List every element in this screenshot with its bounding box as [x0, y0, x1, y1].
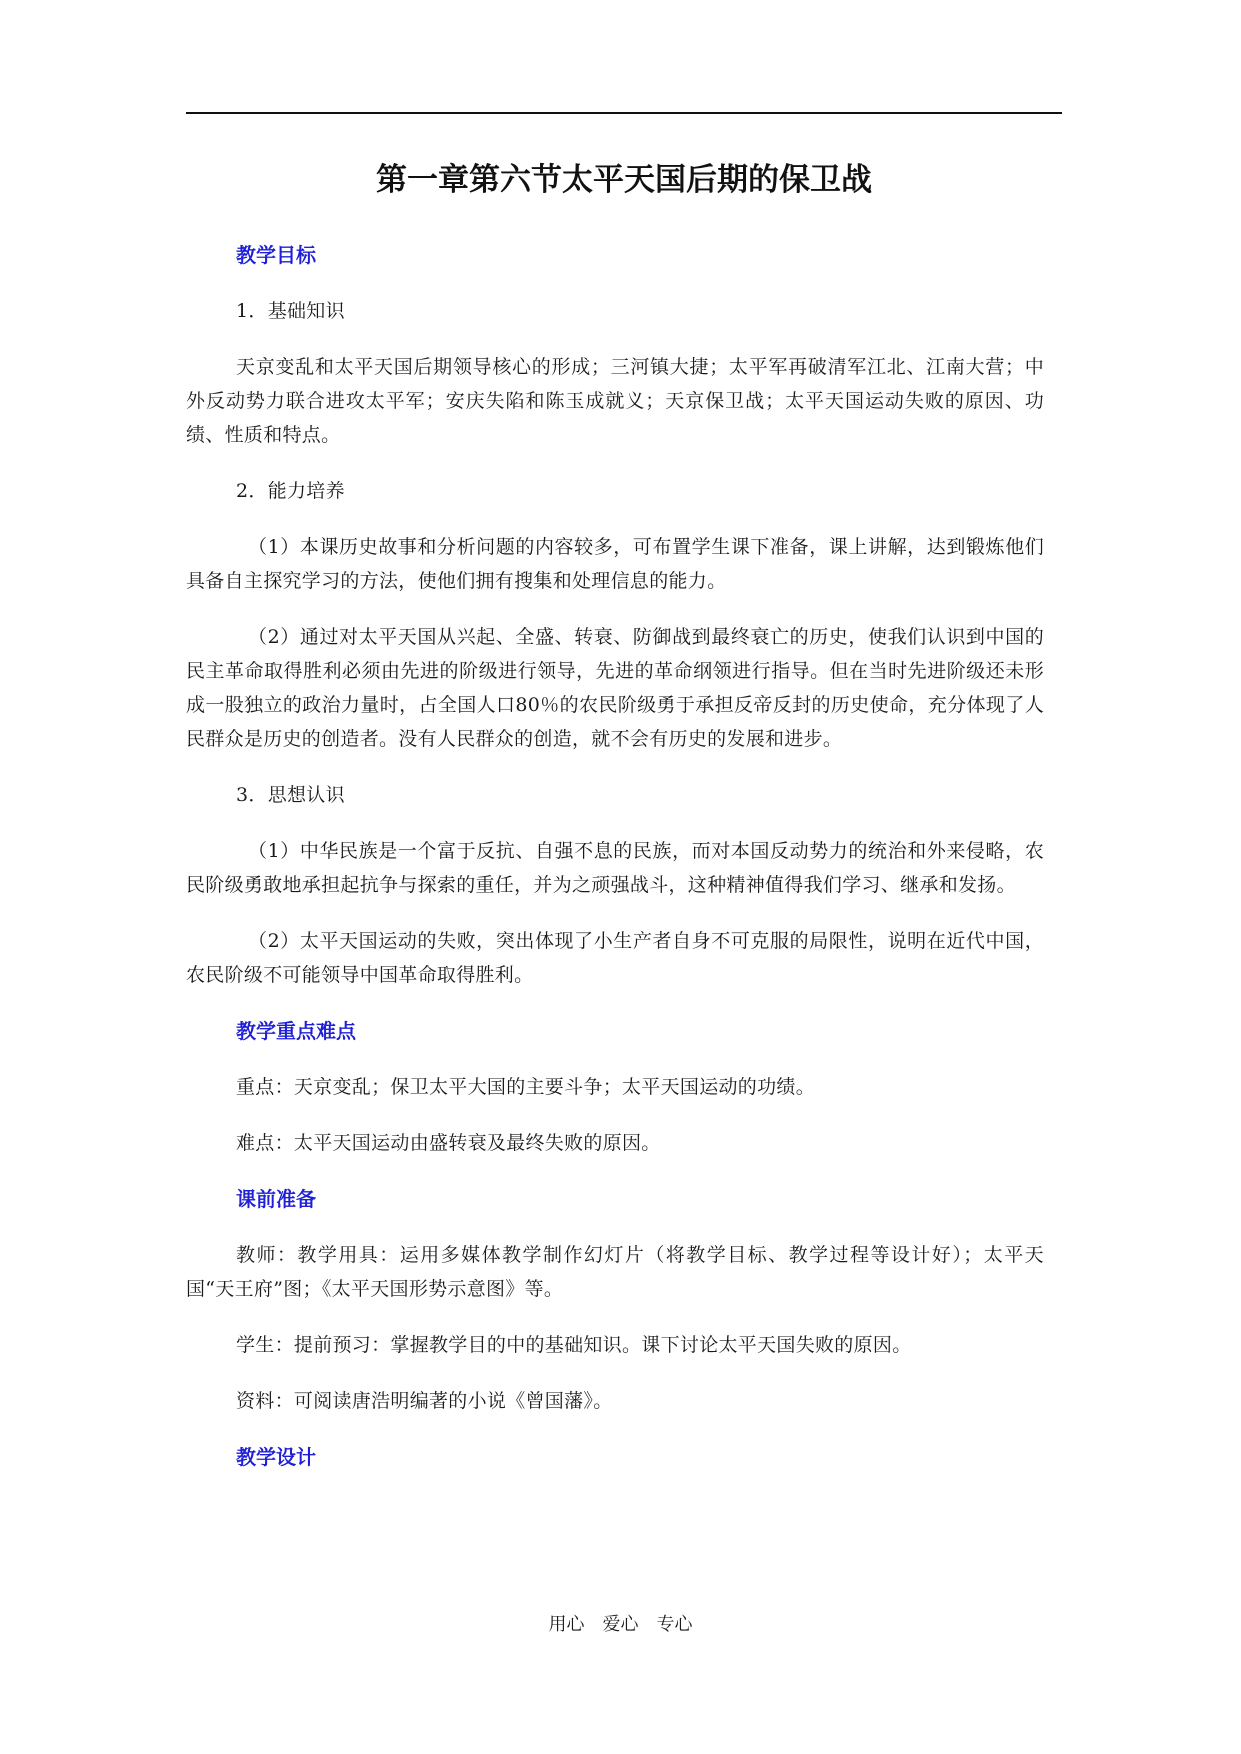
ability-paragraph-1: （1）本课历史故事和分析问题的内容较多，可布置学生课下准备，课上讲解，达到锻炼他们具备自主探究学习的方法，使他们拥有搜集和处理信息的能力。 [186, 536, 1044, 592]
section-heading-objectives: 教学目标 [236, 243, 316, 267]
section-heading-design: 教学设计 [236, 1445, 316, 1469]
objective-item-basic-knowledge: 1．基础知识 [236, 300, 345, 322]
materials-paragraph: 资料：可阅读唐浩明编著的小说《曾国藩》。 [236, 1390, 613, 1412]
objective-item-ideology: 3．思想认识 [236, 784, 345, 806]
key-point-paragraph: 重点：天京变乱；保卫太平大国的主要斗争；太平天国运动的功绩。 [236, 1076, 816, 1098]
ideology-paragraph-2: （2）太平天国运动的失败，突出体现了小生产者自身不可克服的局限性，说明在近代中国，农民阶级不可能领导中国革命取得胜利。 [186, 930, 1044, 986]
teacher-preparation-paragraph: 教师：教学用具：运用多媒体教学制作幻灯片（将教学目标、教学过程等设计好）；太平天国“天王府”图；《太平天国形势示意图》等。 [186, 1244, 1044, 1300]
difficulty-paragraph: 难点：太平天国运动由盛转衰及最终失败的原因。 [236, 1132, 661, 1154]
page-footer: 用心 爱心 专心 [548, 1614, 693, 1635]
section-heading-preparation: 课前准备 [236, 1187, 316, 1211]
document-title: 第一章第六节太平天国后期的保卫战 [376, 162, 872, 198]
basic-knowledge-paragraph: 天京变乱和太平天国后期领导核心的形成；三河镇大捷；太平军再破清军江北、江南大营；中外反动势力联合进攻太平军；安庆失陷和陈玉成就义；天京保卫战；太平天国运动失败的原因、功绩、性质和特点。 [186, 356, 1044, 446]
ability-paragraph-2: （2）通过对太平天国从兴起、全盛、转衰、防御战到最终衰亡的历史，使我们认识到中国的民主革命取得胜利必须由先进的阶级进行领导，先进的革命纲领进行指导。但在当时先进阶级还未形成一股独立的政治力量时，占全国人口80％的农民阶级勇于承担反帝反封的历史使命，充分体现了人民群众是历史的创造者。没有人民群众的创造，就不会有历史的发展和进步。 [186, 626, 1044, 750]
section-heading-key-points: 教学重点难点 [236, 1019, 356, 1043]
student-preparation-paragraph: 学生：提前预习：掌握教学目的中的基础知识。课下讨论太平天国失败的原因。 [236, 1334, 912, 1356]
ideology-paragraph-1: （1）中华民族是一个富于反抗、自强不息的民族，而对本国反动势力的统治和外来侵略，农民阶级勇敢地承担起抗争与探索的重任，并为之顽强战斗，这种精神值得我们学习、继承和发扬。 [186, 840, 1044, 896]
header-rule [186, 112, 1062, 114]
document-body [186, 238, 1044, 1496]
objective-item-ability: 2．能力培养 [236, 480, 345, 502]
